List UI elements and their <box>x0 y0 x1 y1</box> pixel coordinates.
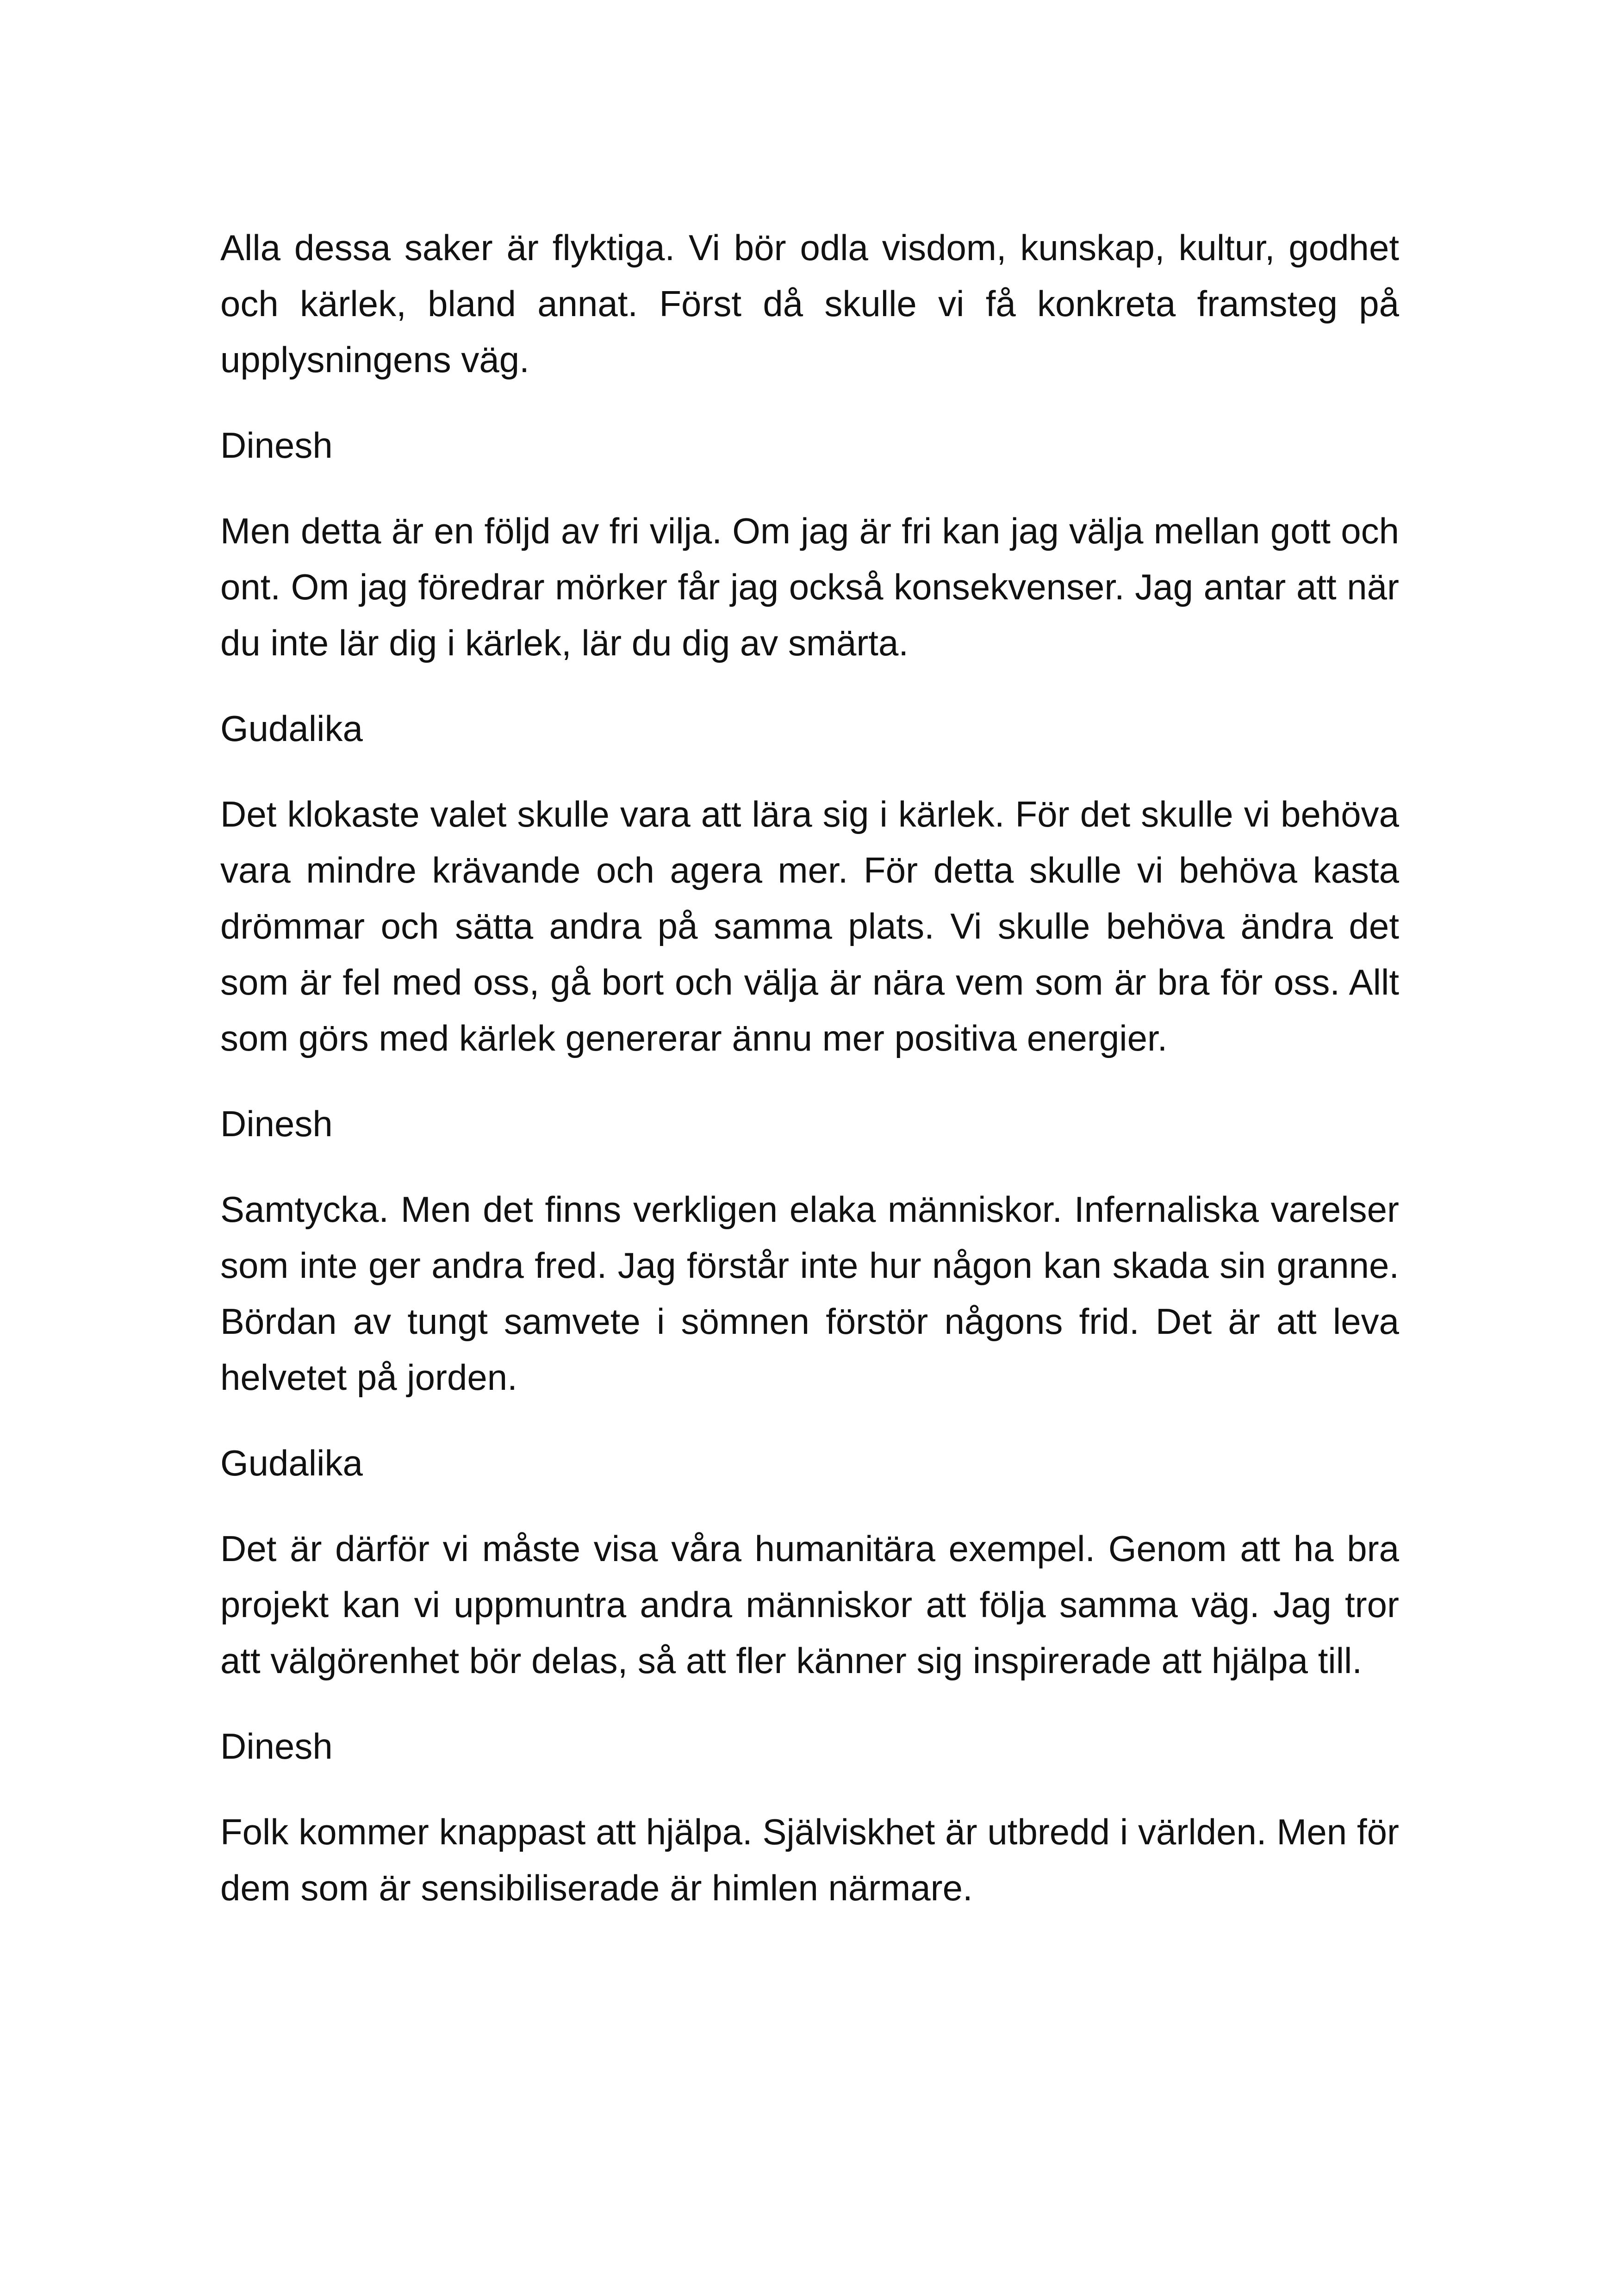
speaker-name: Dinesh <box>220 425 333 466</box>
paragraph: Det är därför vi måste visa våra humanitära exempel. Genom att ha bra projekt kan vi uppmuntra andra människor att följa samma väg. Jag tror att välgörenhet bör delas, så att fler känner sig inspirerade att hjälpa till. <box>220 1528 1399 1681</box>
paragraph: Samtycka. Men det finns verkligen elaka människor. Infernaliska varelser som inte ger andra fred. Jag förstår inte hur någon kan skada sin granne. Bördan av tungt samvete i sömnen förstör någons frid. Det är att leva helvetet på jorden. <box>220 1189 1399 1398</box>
paragraph: Det klokaste valet skulle vara att lära sig i kärlek. För det skulle vi behöva vara mindre krävande och agera mer. För detta skulle vi behöva kasta drömmar och sätta andra på samma plats. Vi skulle behöva ändra det som är fel med oss, gå bort och välja är nära vem som är bra för oss. Allt som görs med kärlek genererar ännu mer positiva energier. <box>220 794 1399 1058</box>
speaker-name: Dinesh <box>220 1726 333 1767</box>
paragraph: Alla dessa saker är flyktiga. Vi bör odla visdom, kunskap, kultur, godhet och kärlek, bland annat. Först då skulle vi få konkreta framsteg på upplysningens väg. <box>220 227 1399 380</box>
speaker-name: Gudalika <box>220 708 363 749</box>
paragraph: Men detta är en följd av fri vilja. Om jag är fri kan jag välja mellan gott och ont. Om jag föredrar mörker får jag också konsekvenser. Jag antar att när du inte lär dig i kärlek, lär du dig av smärta. <box>220 510 1399 663</box>
document-body <box>220 220 1399 1946</box>
speaker-name: Gudalika <box>220 1443 363 1483</box>
speaker-name: Dinesh <box>220 1103 333 1144</box>
paragraph: Folk kommer knappast att hjälpa. Själviskhet är utbredd i världen. Men för dem som är sensibiliserade är himlen närmare. <box>220 1811 1399 1908</box>
